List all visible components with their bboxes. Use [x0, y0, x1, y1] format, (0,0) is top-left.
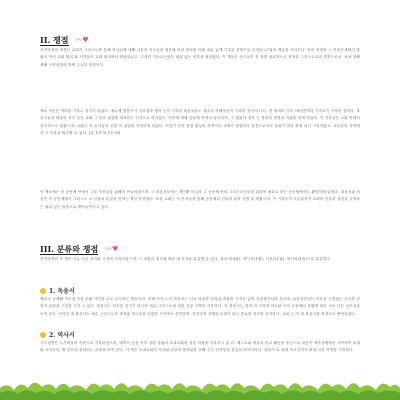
section-heading-3 — [40, 244, 118, 255]
section-title-2: II. 쟁점 — [40, 35, 69, 45]
paragraph-3: 이 책들에는 한 공동체 안에서 그들 자신들을 위해서 만들어졌으며, 그 복음서들에는 개인뿐 아니라 그 공동체 안의 그리스도인들을 위하여 필요로 하는 공동체에서도 활발하게 읽혔다. 복음서와 서신은 각 공동체에서 그리스도 교 신앙의 본질을 전하는 핵심 문서였다. 또한 교회는 이 문서들을 통해 공동체의 신앙과 삶의 규범 을 세웠으며, 이 기록들이 오늘날까지 교회의 신앙과 실천을 규정하는 권위 있는 말씀으로 받아들여지고 있다. — [40, 190, 360, 209]
paragraph-2: 예수 자신은 어떠한 기록도 남기지 않았다. 예수께 말씀이시 가르침과 행적 등이 기록된 복음서들도 예수의 지혜자들이 기록한 것이 아니다. 현 세대의 거의 70년쯤부터 기록되기 시작한 것이다. 복음서들과 바울의 서신 들은 교회 그 안의 권위를 대표하는 인식으로 여겨졌다. 이후에 예배 공동체 안에서 낭독되며, 그 권위가 점차 인 정되어 정경의 지위를 얻게 되었다. 이 기록들은 교회 안에서 지속적으로 읽혔으며, 교회는 이 문서들의 신앙 적 권위를 인정하게 되었다. 이것이 신약 정경 형성의 과정이다. 2세기 중엽부터 정경으로서의 권위가 점차 확립 되기 시작하였고, 교부들의 저작에서 그 인용을 확인할 수 있다. (갈 1:5 외 15-18) — [40, 109, 360, 136]
subsection-title-1: 1. 독송서 — [49, 288, 75, 295]
section-heading-2 — [40, 35, 89, 46]
bullet-icon — [40, 332, 46, 338]
grass-border-decoration — [0, 370, 400, 400]
subsection-heading-2 — [40, 330, 75, 339]
paragraph-1: 신약성경의 정경은 교회가 그리스도를 통해 하나님께 대해 나름을 지도들의 권증에 따라 형성된 이래 권위 있게 기록된 문헌으로 인정된 27권의 책들을 가리킨다. 이런 정경의 그 목록은 4세기 말엽의 여러 교회 회의 와 저자들의 교회 회의에서 확정되었고, 고대의 기독교인들은 권위 있는 목록을 정하였다. 이 책들은 사도들이 진 정을 권위적으로 표현한 그리스도교의 경전으로서, 처치 전해 예배 구약성경에 함께 주요한 정경이다. — [40, 48, 360, 67]
paragraph-6: 사도행전은 누가복음의 속편으로 기록되었으며, 예수의 승천 이후 성령 강림과 초대교회의 성장 과정을 기록하고 있 다. 베드로와 바울의 선교 활동을 중심으로 복음이 예루살렘에서 시작하여 유대와 사마리아, 땅 끝까지 전파되는 과정을 보여 준다. 이 책은 초대교회의 역사와 선교의 발자취를 전해 주는 신약성경 유일의 역사서이다. 복음이 로 마에 이르기까지 퍼져 나간 여정을 기록한다. — [40, 341, 360, 353]
paragraph-4: 신약성경의 각 책은 서로 다른 저자와 시대에 기록되었으며, 그 내용과 형식에 따라 네 가지로 분류할 수 있다. 복음서(4권), 역사서(1권), 서신(21권), 묵시록(1권)으로 분류된다. — [40, 257, 332, 261]
subsection-title-2: 2. 역사서 — [49, 332, 75, 339]
bullet-icon — [40, 288, 46, 294]
heart-icon: 〰♥ — [105, 244, 119, 253]
subsection-heading-1 — [40, 286, 75, 295]
section-title-3: III. 분류와 쟁점 — [40, 244, 99, 254]
heart-icon: 〰♥ — [75, 35, 89, 44]
paragraph-5: 예수의 공생활·가르침·죽음·부활 사건을 주로 보도하는 책들이다. 마태·마가·누가 복음서는 서로 비슷한 관점과 내용을 가지고 있어 공관복음서라 부르며, 요한복음서는 이들과 구별되는 독특한 신학적 관점과 구성을 가지 고 있다. 복음서는 단순한 전기가 아니라 예수 그리스도에 대한 신앙 고백의 기록이다. 각 복음서는 저자 의 신학적 의도와 독자 공동체의 상황에 따라 서로 다른 강조점을 보여 준다. 이러한 네 복음서는 예수 그리스도의 생애와 가르침을 다양한 시각에서 증언하며, 신약성경 전체의 토대가 되는 중요한 자리를 차지한다. 교회 는 이 네 복음서를 정경으로 받아들였다. — [40, 297, 360, 316]
